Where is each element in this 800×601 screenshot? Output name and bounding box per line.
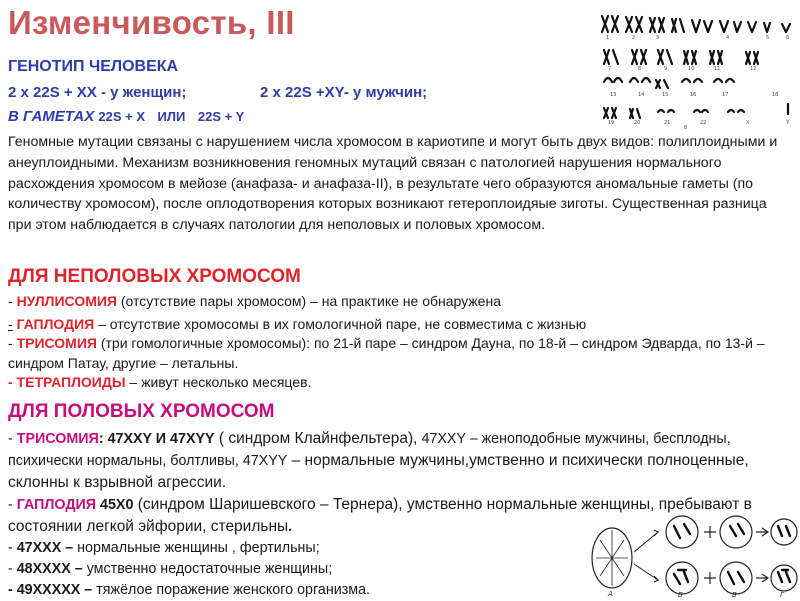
klinefelter-text: 47XXY – женоподобные мужчины, бесплодны, психически нормальны, болтливы, 47XYY: [8, 431, 731, 469]
svg-text:11: 11: [714, 66, 721, 72]
nullisomy-text: (отсутствие пары хромосом) – на практике не обнаружена: [117, 293, 501, 309]
list-item: - 48XXXX – умственно недостаточные женщины;: [8, 561, 333, 577]
svg-text:19: 19: [608, 120, 615, 126]
svg-text:12: 12: [750, 66, 757, 72]
gametes-b: 22S + Y: [197, 109, 245, 124]
svg-text:13: 13: [610, 92, 617, 98]
turner-text: (синдром Шаришевского – Тернера), умственно нормальные женщины, пребывают в состоянии легкой эйфории, стерильны: [8, 496, 752, 535]
svg-text:8: 8: [638, 66, 642, 72]
svg-text:6: 6: [786, 35, 790, 41]
sex-trisomy-karyotypes: : 47XXY И 47XYY: [98, 431, 215, 447]
svg-text:17: 17: [722, 92, 729, 98]
klinefelter-name: ( синдром Клайнфельтера),: [214, 430, 418, 447]
sex-trisomy-term: ТРИСОМИЯ: [16, 431, 99, 447]
nullisomy-term: НУЛЛИСОМИЯ: [16, 293, 117, 309]
svg-text:8: 8: [684, 125, 688, 130]
svg-text:1: 1: [606, 35, 610, 41]
list-item: - ГАПЛОДИЯ 45X0 (синдром Шаришевского – Тернера), умственно нормальные женщины, пребывают в состоянии легкой эйфории, стерильны.: [8, 496, 752, 535]
svg-text:3: 3: [656, 35, 660, 41]
sex-haploidy-term: ГАПЛОДИЯ: [16, 497, 97, 513]
list-item: - ТРИСОМИЯ (три гомологичные хромосомы): по 21-й паре – синдром Дауна, по 18-й – синдром Эдварда, по 13-й – синдром Патау, другие – летальны.: [8, 335, 765, 371]
svg-text:5: 5: [766, 35, 770, 41]
trisomy-text: (три гомологичные хромосомы): по 21-й паре – синдром Дауна, по 18-й – синдром Эдварда, по 13-й – синдром Патау, другие – летальны.: [8, 335, 765, 371]
svg-text:10: 10: [688, 66, 695, 72]
xxxxx-text: тяжёлое поражение женского организма.: [92, 582, 371, 598]
genotype-heading: ГЕНОТИП ЧЕЛОВЕКА: [8, 58, 179, 75]
sex-haploidy-karyotype: 45X0: [96, 497, 134, 513]
svg-text:21: 21: [664, 120, 671, 126]
svg-text:2: 2: [632, 35, 636, 41]
sex-chromosomes-heading: ДЛЯ ПОЛОВЫХ ХРОМОСОМ: [8, 401, 275, 422]
haploidy-term: ГАПЛОДИЯ: [16, 315, 95, 332]
svg-text:4: 4: [726, 35, 730, 41]
svg-text:14: 14: [638, 92, 645, 98]
meiosis-label-b: Б: [678, 591, 683, 598]
tetraploidy-term: - ТЕТРАПЛОИДЫ: [8, 374, 126, 390]
list-item: - ТРИСОМИЯ: 47XXY И 47XYY ( синдром Клайнфельтера), 47XXY – женоподобные мужчины, бесплодны, психически нормальны, болтливы, 47XYY – нормальные мужчины,умственно и психически полноценные, склонны к взрывной агрессии.: [8, 430, 749, 491]
gametes-a: 22S + X: [98, 109, 146, 124]
slide-title: Изменчивость, III: [8, 4, 295, 41]
list-item: - ГАПЛОДИЯ – отсутствие хромосомы в их гомологичной паре, не совместима с жизнью: [8, 315, 587, 332]
svg-text:20: 20: [634, 120, 641, 126]
male-genotype: 2 х 22S +XY- у мужчин;: [260, 84, 428, 101]
gametes-or: ИЛИ: [157, 109, 186, 124]
meiosis-label-a: A: [608, 590, 613, 598]
meiosis-diagram: [588, 512, 798, 598]
xxx-term: 47XXX –: [16, 540, 74, 556]
autosomes-list: [8, 292, 793, 393]
xxxxx-term: - 49XXXXX –: [8, 582, 93, 598]
xxxx-text: умственно недостаточные женщины;: [82, 561, 333, 577]
svg-text:22: 22: [700, 120, 707, 126]
xyy-text: – нормальные мужчины,умственно и психически полноценные, склонны к взрывной агрессии.: [8, 452, 749, 491]
svg-text:X: X: [746, 120, 750, 126]
list-item: - НУЛЛИСОМИЯ (отсутствие пары хромосом) – на практике не обнаружена: [8, 293, 501, 309]
tetraploidy-text: – живут несколько месяцев.: [125, 374, 312, 390]
female-genotype: 2 х 22S + XX - у женщин;: [8, 84, 187, 101]
gametes-line: [8, 108, 244, 125]
xxx-text: нормальные женщины , фертильны;: [73, 540, 320, 556]
autosomes-heading: ДЛЯ НЕПОЛОВЫХ ХРОМОСОМ: [8, 266, 301, 287]
meiosis-label-v: В: [732, 591, 737, 598]
intro-paragraph: Геномные мутации связаны с нарушением числа хромосом в кариотипе и могут быть двух видов: полиплоидными и анеуплоидными. Механизм возникновения геномных мутаций связан с патологией нарушения нормального расхождения хромосом в мейозе (анафаза- и анафаза-II), в результате чего образуются аномальные гаметы (по количеству хромосом), после оплодотворения которых возникают гетероплоидяые зиготы. Существенная разница при этом наблюдается в случаях патологии для неполовых и половых хромосом.: [8, 134, 778, 234]
karyotype-image: [596, 8, 796, 130]
haploidy-text: – отсутствие хромосомы в их гомологичной паре, не совместима с жизнью: [94, 315, 587, 332]
gametes-prefix: В ГАМЕТАХ: [8, 108, 95, 125]
list-item: - 47XXX – нормальные женщины , фертильны;: [8, 540, 320, 556]
svg-text:7: 7: [608, 66, 612, 72]
svg-text:15: 15: [662, 92, 669, 98]
trisomy-term: ТРИСОМИЯ: [16, 335, 97, 351]
svg-text:9: 9: [664, 66, 668, 72]
xxxx-term: 48XXXX –: [16, 561, 83, 577]
svg-text:16: 16: [690, 92, 697, 98]
svg-text:18: 18: [772, 92, 779, 98]
list-item: [8, 373, 793, 393]
karyotype-y-label: Y: [786, 119, 790, 126]
meiosis-label-g: Г: [780, 591, 784, 598]
